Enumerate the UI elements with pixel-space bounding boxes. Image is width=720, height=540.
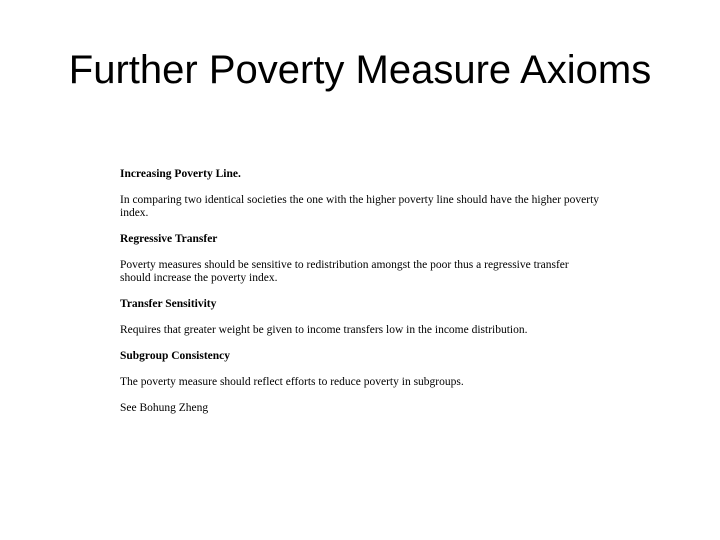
axiom-heading: Transfer Sensitivity [120,298,217,310]
axiom-description: Poverty measures should be sensitive to redistribution amongst the poor thus a regressive transfer should increase the poverty index. [120,259,569,284]
axiom-regressive-transfer [120,233,600,285]
axiom-increasing-poverty-line [120,168,600,220]
axiom-description: Requires that greater weight be given to income transfers low in the income distribution. [120,324,528,336]
axiom-description: In comparing two identical societies the one with the higher poverty line should have the higher poverty index. [120,194,600,219]
axiom-transfer-sensitivity [120,298,600,337]
axiom-heading: Increasing Poverty Line. [120,168,241,180]
axiom-heading: Regressive Transfer [120,233,218,245]
axiom-description: The poverty measure should reflect efforts to reduce poverty in subgroups. [120,376,464,388]
reference-note: See Bohung Zheng [120,402,209,414]
axiom-heading: Subgroup Consistency [120,350,231,362]
axiom-subgroup-consistency [120,350,600,389]
axioms-list [120,168,600,415]
slide-title: Further Poverty Measure Axioms [68,48,652,92]
